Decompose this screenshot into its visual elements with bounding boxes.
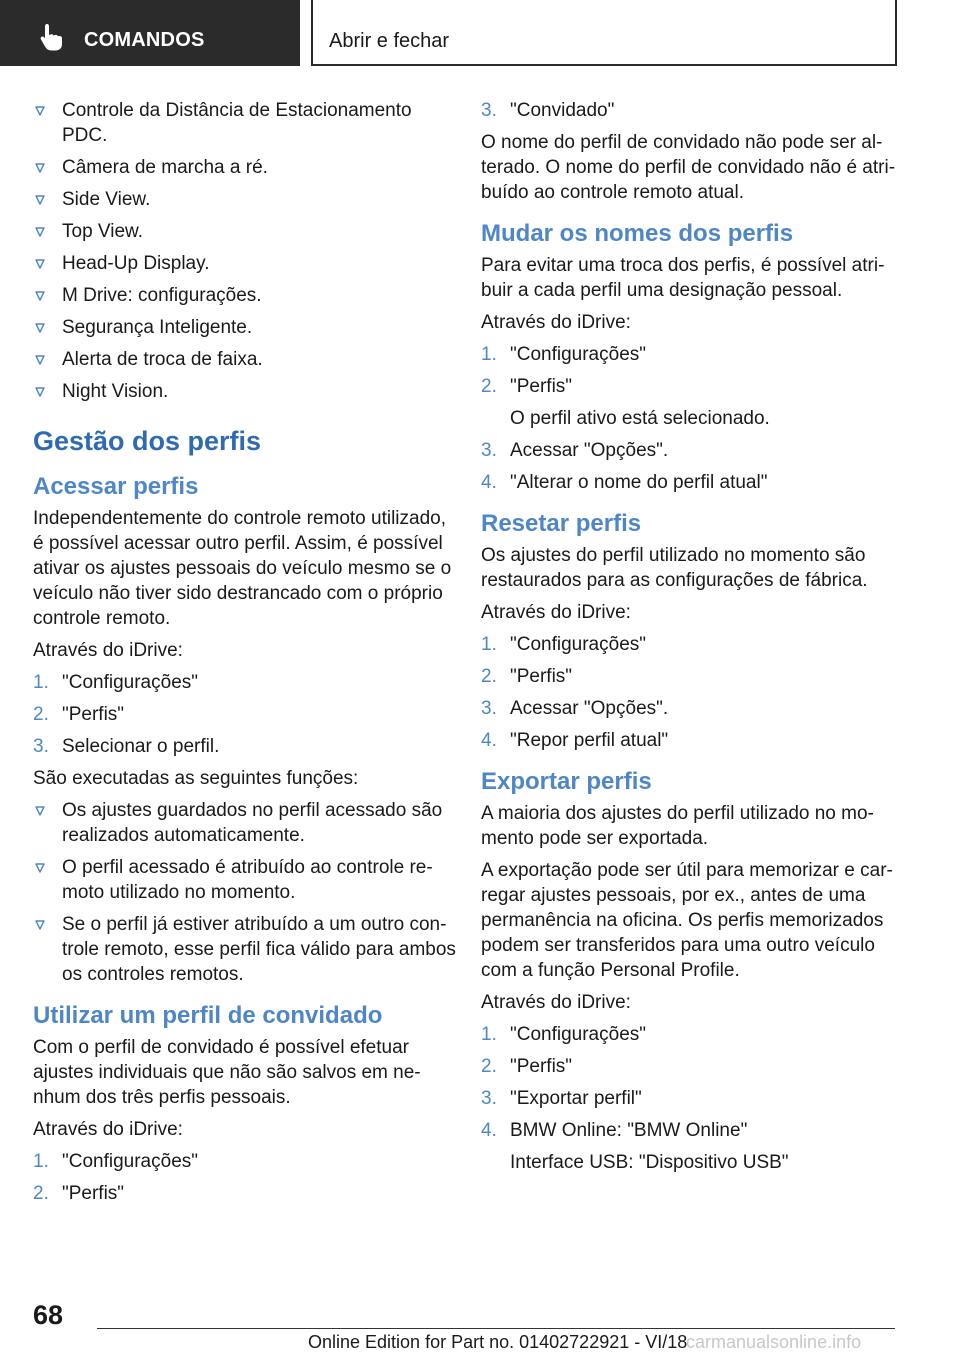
list-item: 2. "Perfis" O perfil ativo está selecionado. <box>481 374 897 431</box>
list-item: Head-Up Display. <box>33 251 457 276</box>
step-number: 1. <box>481 634 497 655</box>
step-number: 4. <box>481 1120 497 1141</box>
pointing-hand-icon <box>36 22 66 52</box>
step-number: 2. <box>481 666 497 687</box>
step-number: 3. <box>481 100 497 121</box>
list-item: 2. "Perfis" <box>33 704 125 725</box>
list-item: 3. "Convidado" <box>481 100 615 121</box>
feature-bullet-list <box>33 98 457 404</box>
step-number: 1. <box>33 1151 49 1172</box>
list-item: 3. Acessar "Opções". <box>481 440 669 461</box>
page-footer <box>0 1290 960 1362</box>
step-number: 4. <box>481 730 497 751</box>
rename-intro: Para evitar uma troca dos perfis, é possível atribuir a cada perfil uma designação pessoal. <box>481 255 885 301</box>
triangle-bullet-icon <box>35 355 45 365</box>
triangle-bullet-icon <box>35 195 45 205</box>
page-number: 68 <box>33 1300 64 1330</box>
list-item: Controle da Distância de Estacionamento PDC. <box>33 98 457 148</box>
reset-via: Através do iDrive: <box>481 602 631 623</box>
subsection-box <box>311 0 897 66</box>
list-item: Os ajustes guardados no perfil acessado são realizados automaticamente. <box>33 798 457 848</box>
subsection-label: Abrir e fechar <box>329 30 450 52</box>
step-number: 4. <box>481 472 497 493</box>
list-item: 4. "Repor perfil atual" <box>481 730 669 751</box>
list-item: 1. "Configurações" <box>33 672 199 693</box>
step-number: 2. <box>481 376 497 397</box>
step-number: 1. <box>33 672 49 693</box>
list-item: 3. Acessar "Opções". <box>481 698 669 719</box>
list-item: 1. "Configurações" <box>481 344 647 365</box>
step-number: 3. <box>481 440 497 461</box>
heading-rename-profiles: Mudar os nomes dos perfis <box>481 220 794 247</box>
list-item: 1. "Configurações" <box>33 1151 199 1172</box>
list-item: Night Vision. <box>33 379 457 404</box>
triangle-bullet-icon <box>35 387 45 397</box>
guest-note: O nome do perfil de convidado não pode ser alterado. O nome do perfil de convidado não é atribuído ao controle remoto atual. <box>481 132 896 203</box>
list-item: 2. "Perfis" <box>481 1056 573 1077</box>
triangle-bullet-icon <box>35 291 45 301</box>
heading-guest-profile: Utilizar um perfil de convidado <box>33 1002 383 1029</box>
export-detail: A exportação pode ser útil para memorizar e carregar ajustes pessoais, por ex., antes de uma permanência na oficina. Os perfis memorizados podem ser transferidos para uma outro veículo com a função Personal Profile. <box>481 860 893 981</box>
page-header <box>0 0 960 66</box>
list-item: 1. "Configurações" <box>481 634 647 655</box>
step-number: 3. <box>481 1088 497 1109</box>
step-note: O perfil ativo está selecionado. <box>510 408 770 429</box>
export-via: Através do iDrive: <box>481 992 631 1013</box>
list-item: O perfil acessado é atribuído ao controle remoto utilizado no momento. <box>33 855 457 905</box>
triangle-bullet-icon <box>35 920 45 930</box>
list-item: 4. BMW Online: "BMW Online" Interface USB: "Dispositivo USB" <box>481 1118 897 1175</box>
step-note: Interface USB: "Dispositivo USB" <box>510 1152 789 1173</box>
rename-via: Através do iDrive: <box>481 312 631 333</box>
step-number: 3. <box>481 698 497 719</box>
list-item: M Drive: configurações. <box>33 283 457 308</box>
section-tab <box>0 0 300 66</box>
reset-intro: Os ajustes do perfil utilizado no momento são restaurados para as configurações de fábrica. <box>481 545 868 591</box>
watermark: carmanualsonline.info <box>686 1332 862 1352</box>
triangle-bullet-icon <box>35 259 45 269</box>
list-item: 1. "Configurações" <box>481 1024 647 1045</box>
step-number: 3. <box>33 736 49 757</box>
list-item: Se o perfil já estiver atribuído a um outro controle remoto, esse perfil fica válido para ambos os controles remotos. <box>33 912 457 987</box>
step-number: 2. <box>33 1183 49 1204</box>
list-item: Side View. <box>33 187 457 212</box>
list-item: 3. "Exportar perfil" <box>481 1088 642 1109</box>
triangle-bullet-icon <box>35 163 45 173</box>
step-number: 1. <box>481 1024 497 1045</box>
list-item: 4. "Alterar o nome do perfil atual" <box>481 472 768 493</box>
export-intro: A maioria dos ajustes do perfil utilizado no momento pode ser exportada. <box>481 803 874 849</box>
guest-intro: Com o perfil de convidado é possível efetuar ajustes individuais que não são salvos em nenhum dos três perfis pessoais. <box>33 1037 421 1108</box>
right-column <box>481 98 897 1182</box>
functions-label: São executadas as seguintes funções: <box>33 768 359 789</box>
triangle-bullet-icon <box>35 227 45 237</box>
list-item: 2. "Perfis" <box>481 666 573 687</box>
triangle-bullet-icon <box>35 323 45 333</box>
edition-text: Online Edition for Part no. 01402722921 - VI/18 <box>308 1332 688 1352</box>
step-number: 2. <box>33 704 49 725</box>
list-item: Alerta de troca de faixa. <box>33 347 457 372</box>
list-item: Câmera de marcha a ré. <box>33 155 457 180</box>
section-label: COMANDOS <box>84 29 205 51</box>
reset-steps <box>481 632 897 753</box>
list-item: 2. "Perfis" <box>33 1183 125 1204</box>
step-number: 2. <box>481 1056 497 1077</box>
heading-profiles: Gestão dos perfis <box>33 426 262 456</box>
access-via: Através do iDrive: <box>33 640 183 661</box>
guest-via: Através do iDrive: <box>33 1119 183 1140</box>
left-column <box>33 98 457 1213</box>
list-item: Top View. <box>33 219 457 244</box>
footer-divider <box>97 1328 895 1329</box>
export-steps <box>481 1022 897 1175</box>
triangle-bullet-icon <box>35 106 45 116</box>
guest-steps-continued <box>481 98 897 123</box>
functions-list <box>33 798 457 987</box>
step-number: 1. <box>481 344 497 365</box>
rename-steps <box>481 342 897 495</box>
list-item: 3. Selecionar o perfil. <box>33 736 220 757</box>
access-steps <box>33 670 457 759</box>
access-intro: Independentemente do controle remoto utilizado, é possível acessar outro perfil. Assim, é possível ativar os ajustes pessoais do veículo mesmo se o veículo não tiver sido destrancado com o próprio controle remoto. <box>33 508 452 629</box>
heading-access-profiles: Acessar perfis <box>33 473 199 500</box>
triangle-bullet-icon <box>35 863 45 873</box>
heading-export-profiles: Exportar perfis <box>481 768 652 795</box>
heading-reset-profiles: Resetar perfis <box>481 510 642 537</box>
triangle-bullet-icon <box>35 806 45 816</box>
guest-steps <box>33 1149 457 1206</box>
list-item: Segurança Inteligente. <box>33 315 457 340</box>
